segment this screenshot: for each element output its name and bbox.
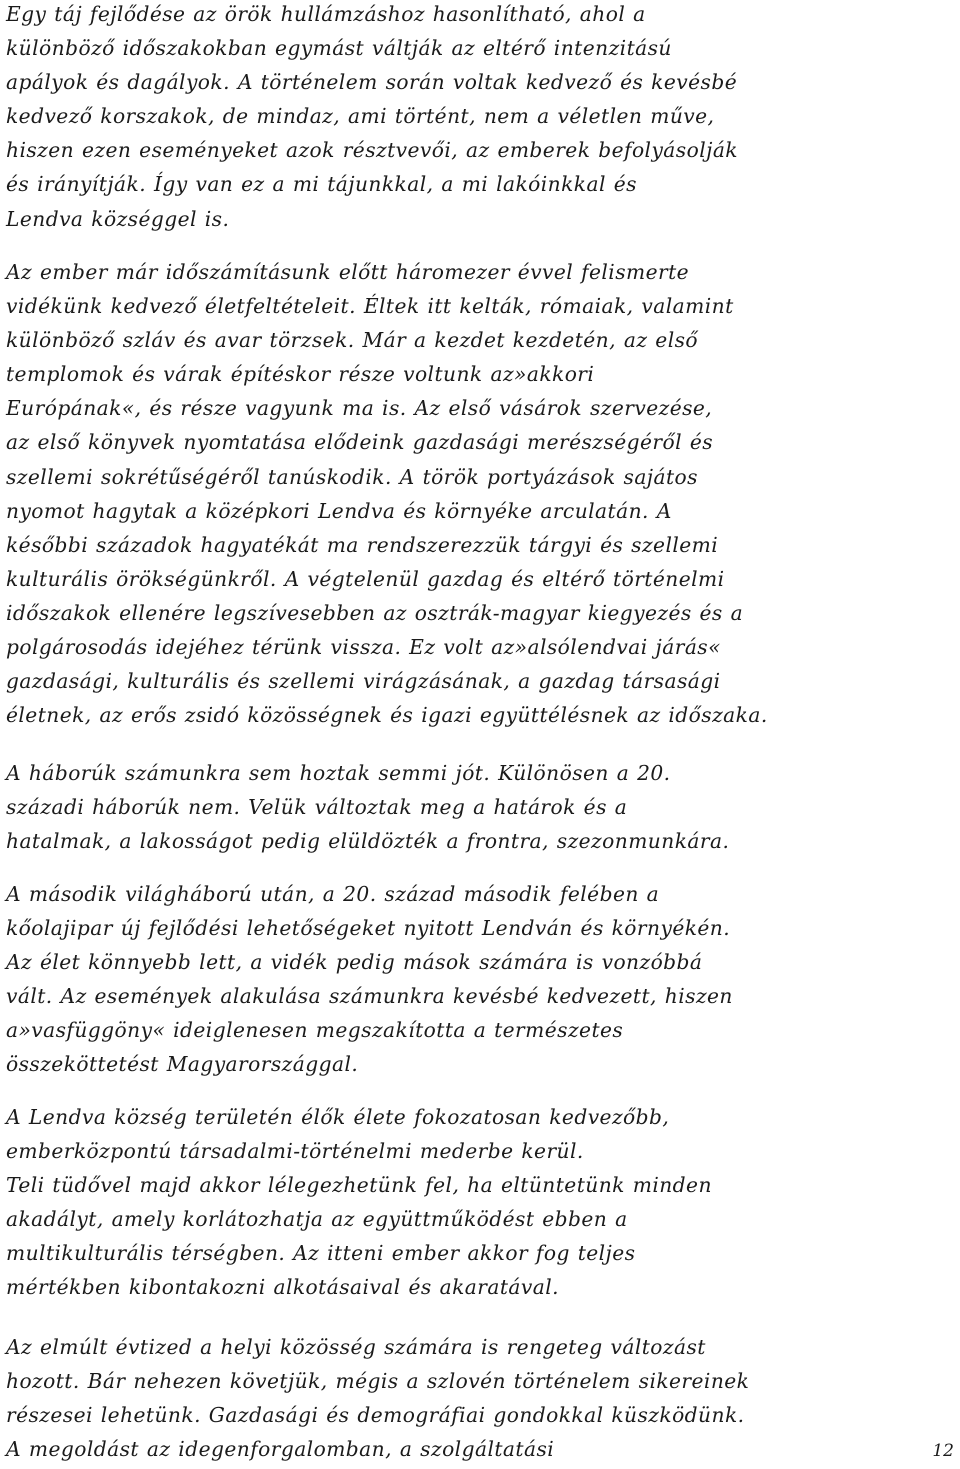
paragraph-4: A második világháború után, a 20. század második felében a kőolajipar új fejlődési lehetőségeket nyitott Lendván és környékén. Az élet könnyebb lett, a vidék pedig mások számára is vonzóbbá vált. Az események alakulása számunkra kevésbé kedvezett, hiszen a»vasfüggöny« ideiglenesen megszakította a természetes összeköttetést Magyarországgal. <box>6 882 733 1077</box>
paragraph-5: A Lendva község területén élők élete fokozatosan kedvezőbb, emberközpontú társadalmi-történelmi mederbe kerül. Teli tüdővel majd akkor lélegezhetünk fel, ha eltüntetünk minden akadályt, amely korlátozhatja az együttműködést ebben a multikulturális térségben. Az itteni ember akkor fog teljes mértékben kibontakozni alkotásaival és akaratával. <box>6 1105 712 1300</box>
paragraph-1: Egy táj fejlődése az örök hullámzáshoz hasonlítható, ahol a különböző időszakokban egymást váltják az eltérő intenzitású apályok és dagályok. A történelem során voltak kedvező és kevésbé kedvező korszakok, de mindaz, ami történt, nem a véletlen műve, hiszen ezen eseményeket azok résztvevői, az emberek befolyásolják és irányítják. Így van ez a mi tájunkkal, a mi lakóinkkal és Lendva községgel is. <box>6 2 738 231</box>
page-number: 12 <box>932 1441 954 1461</box>
paragraph-6: Az elmúlt évtized a helyi közösség számára is rengeteg változást hozott. Bár nehezen követjük, mégis a szlovén történelem sikereinek részesei lehetünk. Gazdasági és demográfiai gondokkal küszködünk. A megoldást az idegenforgalomban, a szolgáltatási <box>6 1335 750 1462</box>
paragraph-2: Az ember már időszámításunk előtt háromezer évvel felismerte vidékünk kedvező életfeltételeit. Éltek itt kelták, rómaiak, valamint különböző szláv és avar törzsek. Már a kezdet kezdetén, az első templomok és várak építéskor része voltunk az»akkori Európának«, és része vagyunk ma is. Az első vásárok szervezése, az első könyvek nyomtatása elődeink gazdasági merészségéről és szellemi sokrétűségéről tanúskodik. A török portyázások sajátos nyomot hagytak a középkori Lendva és környéke arculatán. A későbbi századok hagyatékát ma rendszerezzük tárgyi és szellemi kulturális örökségünkről. A végtelenül gazdag és eltérő történelmi időszakok ellenére legszívesebben az osztrák-magyar kiegyezés és a polgárosodás idejéhez térünk vissza. Ez volt az»alsólendvai járás« gazdasági, kulturális és szellemi virágzásának, a gazdag társasági életnek, az erős zsidó közösségnek és igazi együttélésnek az időszaka. <box>6 260 768 728</box>
paragraph-3: A háborúk számunkra sem hoztak semmi jót. Különösen a 20. századi háborúk nem. Velük változtak meg a határok és a hatalmak, a lakosságot pedig elüldözték a frontra, szezonmunkára. <box>6 761 730 854</box>
